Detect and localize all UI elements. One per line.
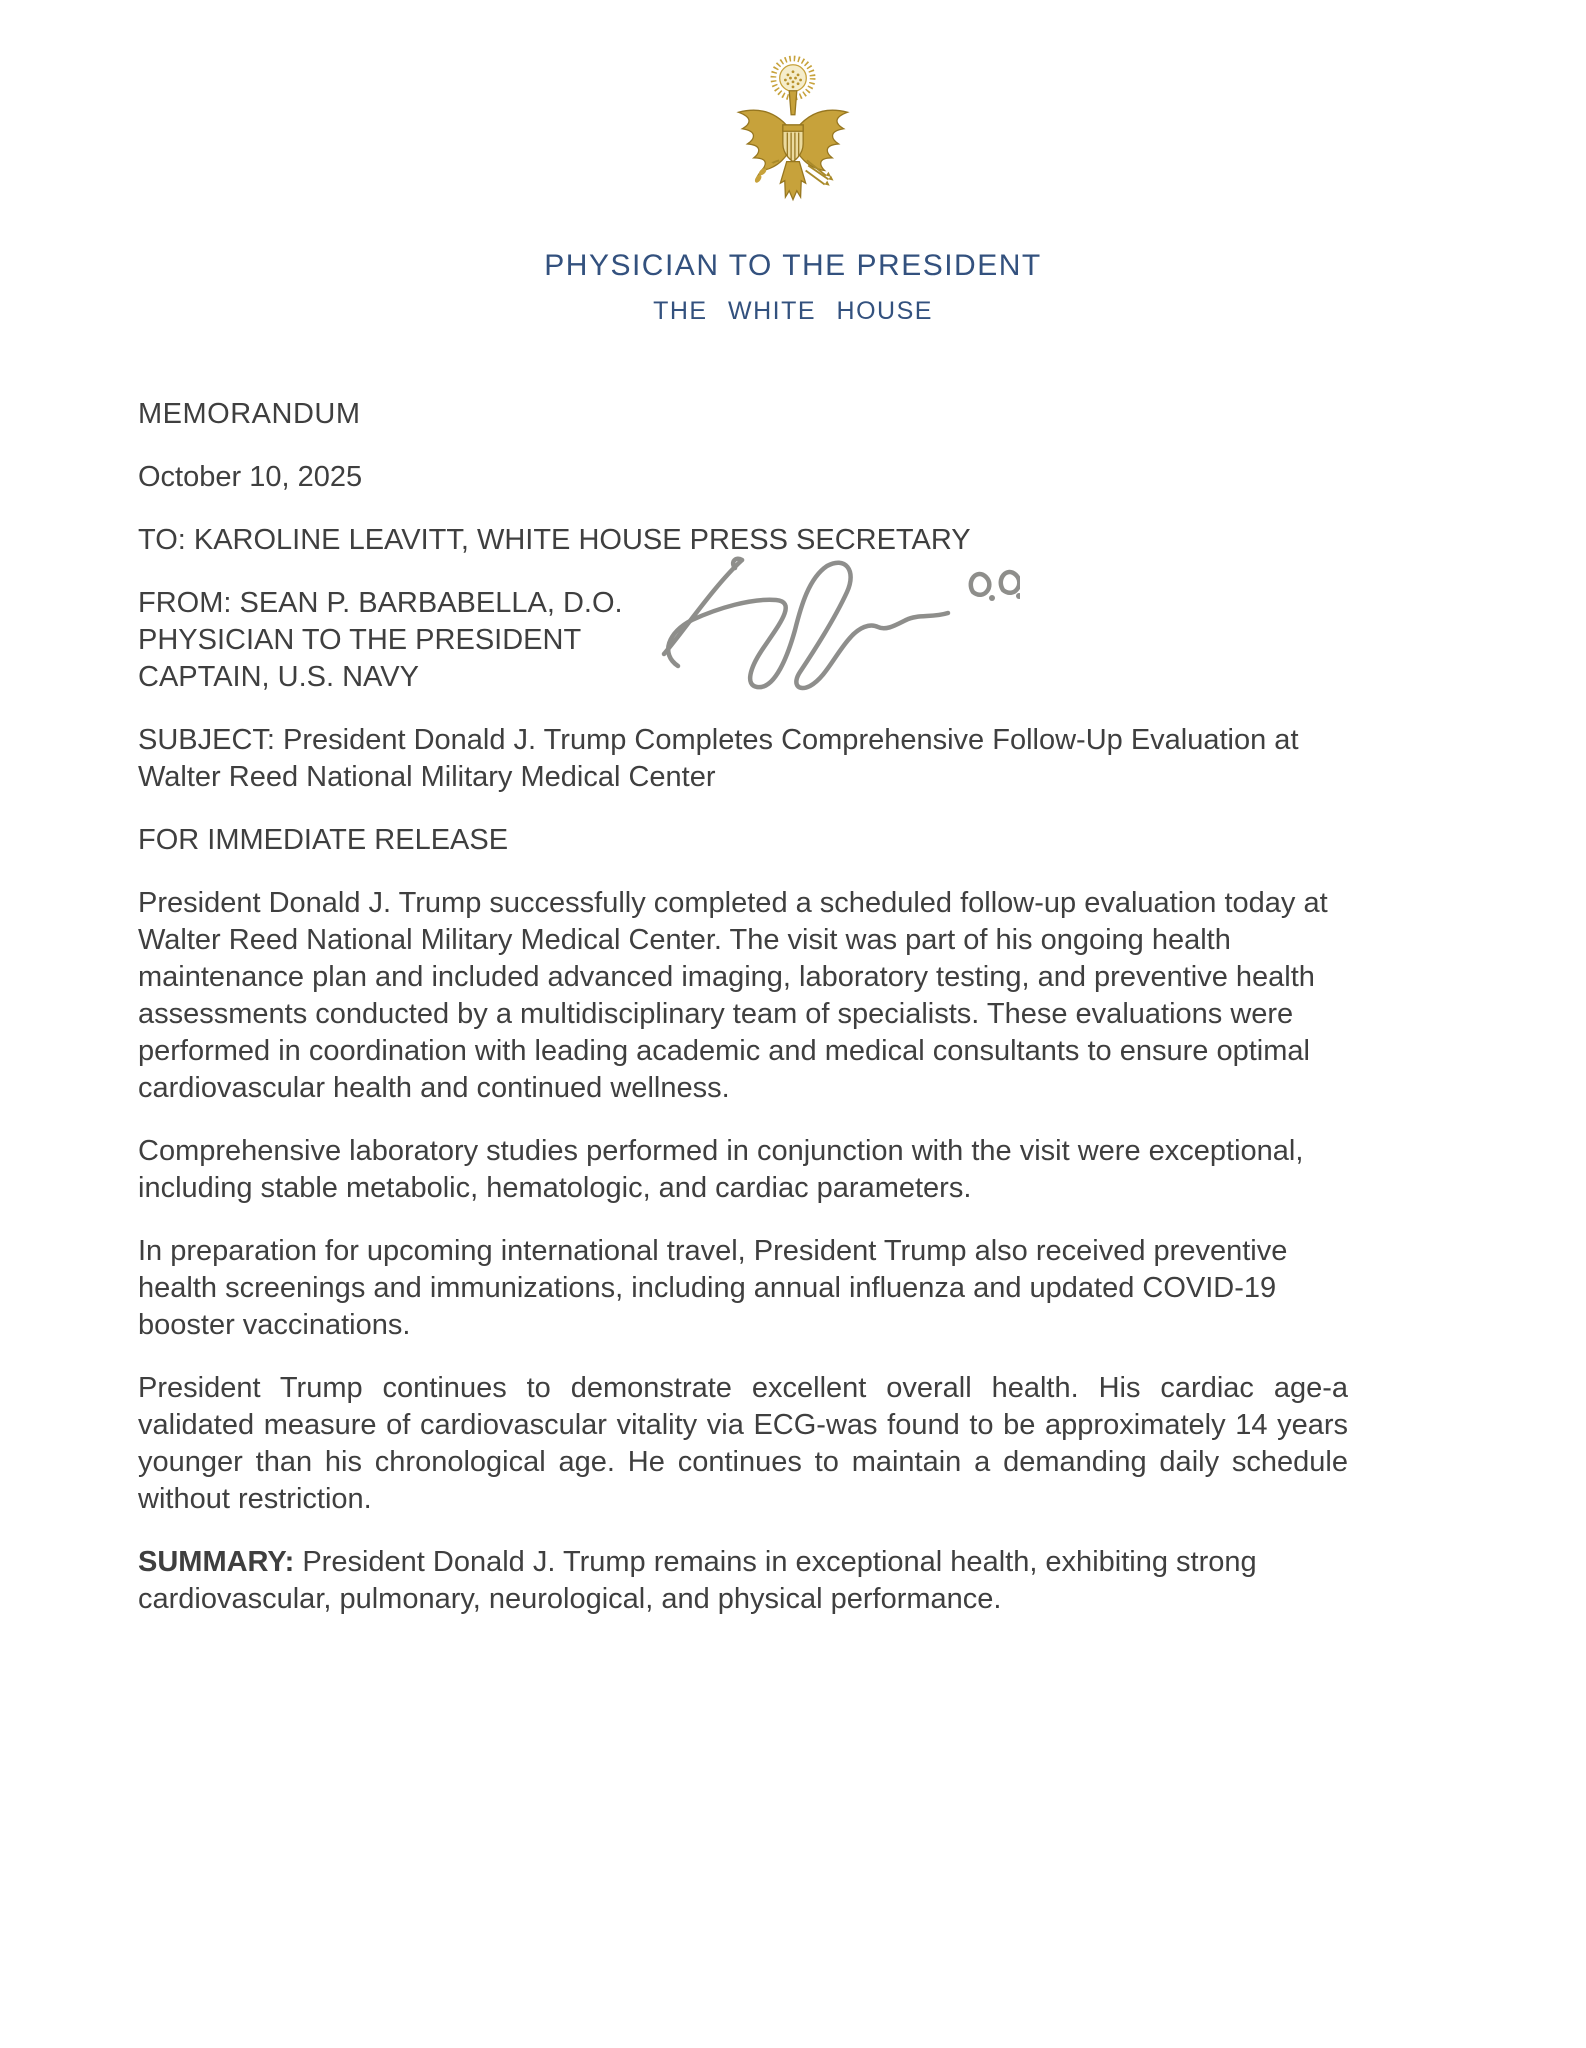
release-line: FOR IMMEDIATE RELEASE: [138, 824, 509, 856]
text-line: cardiovascular health and continued wellness.: [138, 1072, 730, 1104]
body-paragraph: [138, 885, 1348, 1107]
presidential-seal-icon: [729, 54, 857, 206]
text-line: assessments conducted by a multidisciplinary team of specialists. These evaluations were: [138, 998, 1294, 1030]
memo-from-line: FROM: SEAN P. BARBABELLA, D.O.: [138, 587, 623, 619]
text-line: Walter Reed National Military Medical Center. The visit was part of his ongoing health: [138, 924, 1231, 956]
text-line: Comprehensive laboratory studies performed in conjunction with the visit were exceptional,: [138, 1135, 1304, 1167]
text-line: health screenings and immunizations, including annual influenza and updated COVID-19: [138, 1272, 1277, 1304]
memo-date: October 10, 2025: [138, 461, 363, 493]
letterhead: [0, 54, 1586, 328]
summary-label: SUMMARY:: [138, 1546, 295, 1578]
letterhead-subtitle: THE WHITE HOUSE: [653, 297, 933, 325]
text-line: President Trump continues to demonstrate excellent overall health. His cardiac age-a: [138, 1372, 1348, 1404]
body-paragraph: [138, 1370, 1348, 1518]
memo-subject: [138, 722, 1348, 796]
body-paragraph: [138, 1133, 1348, 1207]
memo-body: [138, 885, 1348, 1618]
subject-line: SUBJECT: President Donald J. Trump Completes Comprehensive Follow-Up Evaluation at: [138, 724, 1299, 756]
text-line: maintenance plan and included advanced imaging, laboratory testing, and preventive health: [138, 961, 1315, 993]
memo-from-block: [138, 585, 1348, 696]
body-paragraph: [138, 1544, 1348, 1618]
text-line: validated measure of cardiovascular vitality via ECG-was found to be approximately 14 years: [138, 1409, 1348, 1441]
text-line: SUMMARY: President Donald J. Trump remains in exceptional health, exhibiting strong: [138, 1546, 1257, 1578]
subject-line: Walter Reed National Military Medical Center: [138, 761, 716, 793]
memo-from-title: PHYSICIAN TO THE PRESIDENT: [138, 624, 582, 656]
text-line: younger than his chronological age. He continues to maintain a demanding daily schedule: [138, 1446, 1348, 1478]
memo-type-heading: MEMORANDUM: [138, 398, 361, 430]
text-line: without restriction.: [138, 1483, 372, 1515]
text-line: performed in coordination with leading academic and medical consultants to ensure optimal: [138, 1035, 1310, 1067]
letterhead-title: PHYSICIAN TO THE PRESIDENT: [544, 249, 1042, 282]
memo-from-rank: CAPTAIN, U.S. NAVY: [138, 661, 419, 693]
body-paragraph: [138, 1233, 1348, 1344]
text-line: President Donald J. Trump successfully completed a scheduled follow-up evaluation today at: [138, 887, 1328, 919]
text-line: In preparation for upcoming international travel, President Trump also received preventive: [138, 1235, 1288, 1267]
text-line: booster vaccinations.: [138, 1309, 411, 1341]
text-line: cardiovascular, pulmonary, neurological, and physical performance.: [138, 1583, 1002, 1615]
memo-content: [138, 396, 1348, 1618]
text-line: including stable metabolic, hematologic, and cardiac parameters.: [138, 1172, 972, 1204]
memo-to-line: TO: KAROLINE LEAVITT, WHITE HOUSE PRESS SECRETARY: [138, 524, 971, 556]
